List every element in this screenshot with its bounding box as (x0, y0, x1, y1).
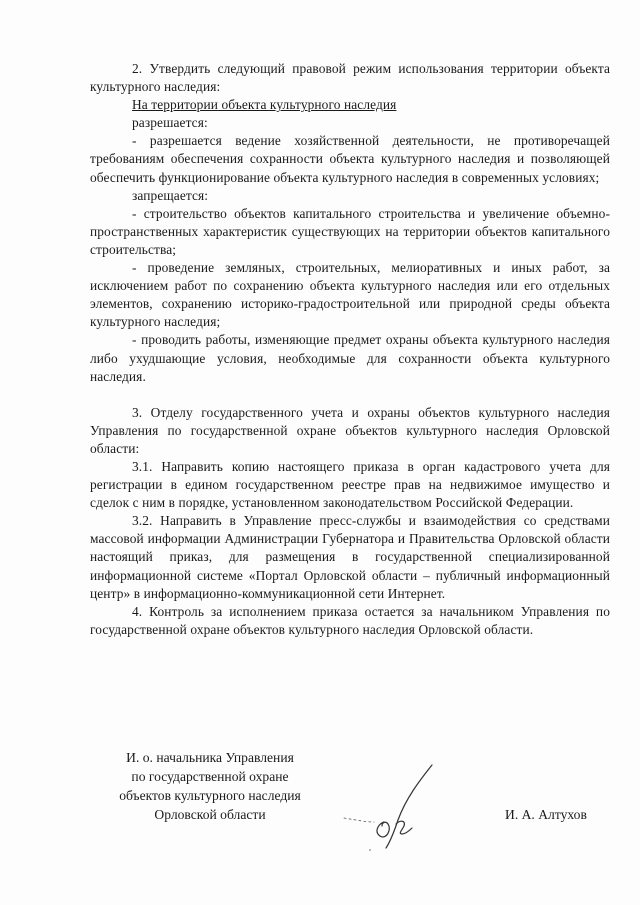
forbidden-item-1: - строительство объектов капитального строительства и увеличение объемно-пространственных характеристик существующих на территории объектов капитального строительства; (90, 205, 610, 257)
para-3-intro: 3. Отделу государственного учета и охраны объектов культурного наследия Управления по государственной охране объектов культурного наследия Орловской области: (90, 404, 610, 456)
signatory-title-line-2: по государственной охране (131, 769, 289, 784)
forbidden-item-2: - проведение земляных, строительных, мелиоративных и иных работ, за исключением работ по сохранению объекта культурного наследия или его отдельных элементов, сохранению историко-градостроительной или природной среды объекта культурного наследия; (90, 260, 610, 330)
handwritten-signature (340, 760, 450, 855)
para-2-subheading: На территории объекта культурного наследия (132, 97, 397, 113)
para-2-intro: 2. Утвердить следующий правовой режим использования территории объекта культурного наследия: (90, 61, 610, 95)
document-body (90, 60, 610, 639)
signatory-title-line-4: Орловской области (154, 807, 266, 822)
allowed-label: разрешается: (132, 115, 208, 131)
forbidden-label: запрещается: (132, 187, 209, 203)
para-3-2: 3.2. Направить в Управление пресс-службы и взаимодействия со средствами массовой информации Администрации Губернатора и Правительства Орловской области настоящий приказ, для размещения в государственной специализированной информационной системе «Портал Орловской области – публичный информационный центр» в информационно-коммуникационной сети Интернет. (90, 513, 610, 601)
forbidden-item-3: - проводить работы, изменяющие предмет охраны объекта культурного наследия либо ухудшающие условия, необходимые для сохранности объекта культурного наследия. (90, 332, 610, 384)
signatory-title-line-1: И. о. начальника Управления (126, 750, 294, 765)
para-4: 4. Контроль за исполнением приказа остается за начальником Управления по государственной охране объектов культурного наследия Орловской области. (90, 603, 610, 637)
signatory-title (95, 748, 325, 824)
signatory-title-line-3: объектов культурного наследия (119, 788, 301, 803)
paragraph-gap (90, 386, 610, 404)
para-3-1: 3.1. Направить копию настоящего приказа в орган кадастрового учета для регистрации в едином государственном реестре прав на недвижимое имущество и сделок с ним в порядке, установленном законодательством Российской Федерации. (90, 458, 610, 511)
signatory-name: И. А. Алтухов (505, 807, 587, 822)
allowed-item-1: - разрешается ведение хозяйственной деятельности, не противоречащей требованиям обеспечения сохранности объекта культурного наследия и позволяющей обеспечить функционирование объекта культурного наследия в современных условиях; (90, 133, 610, 185)
